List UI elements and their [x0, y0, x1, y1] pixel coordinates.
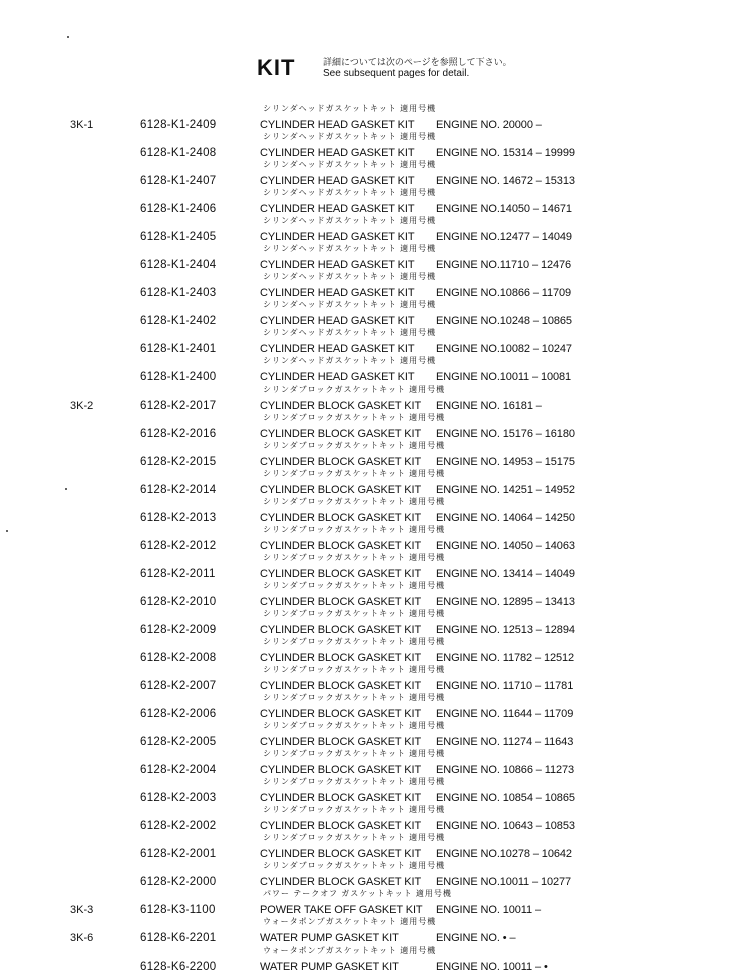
kit-row — [0, 748, 741, 776]
japanese-description: シリンダブロックガスケットキット 適用号機 — [263, 580, 446, 590]
japanese-description: シリンダブロックガスケットキット 適用号機 — [263, 833, 446, 843]
kit-row — [0, 664, 741, 692]
engine-number-range: ENGINE NO. 12895 – 13413 — [436, 595, 575, 608]
part-number: 6128-K1-2401 — [140, 343, 217, 356]
part-number: 6128-K2-2002 — [140, 820, 217, 833]
part-description: CYLINDER BLOCK GASKET KIT — [260, 764, 422, 777]
part-number: 6128-K1-2406 — [140, 203, 217, 216]
part-description: CYLINDER HEAD GASKET KIT — [260, 287, 415, 300]
part-number: 6128-K2-2004 — [140, 764, 217, 777]
kit-row — [0, 636, 741, 664]
kit-row — [0, 327, 741, 355]
part-number: 6128-K1-2400 — [140, 371, 217, 384]
part-number: 6128-K1-2404 — [140, 259, 217, 272]
japanese-description: シリンダブロックガスケットキット 適用号機 — [263, 412, 446, 422]
page-title: KIT — [257, 55, 296, 80]
japanese-description: シリンダヘッドガスケットキット 適用号機 — [263, 272, 437, 282]
kit-row — [0, 804, 741, 832]
kit-row — [0, 131, 741, 159]
part-number: 6128-K1-2408 — [140, 147, 217, 160]
part-description: CYLINDER BLOCK GASKET KIT — [260, 736, 422, 749]
part-number: 6128-K2-2010 — [140, 595, 217, 608]
part-description: CYLINDER BLOCK GASKET KIT — [260, 708, 422, 721]
engine-number-range: ENGINE NO.10011 – 10081 — [436, 371, 572, 384]
part-number: 6128-K2-2008 — [140, 651, 217, 664]
part-description: CYLINDER BLOCK GASKET KIT — [260, 680, 422, 692]
kit-row — [0, 271, 741, 299]
japanese-description: シリンダヘッドガスケットキット 適用号機 — [263, 188, 437, 198]
part-number: 6128-K2-2011 — [140, 567, 216, 580]
part-number: 6128-K6-2201 — [140, 932, 217, 945]
part-description: CYLINDER HEAD GASKET KIT — [260, 343, 415, 356]
part-description: WATER PUMP GASKET KIT — [260, 960, 399, 973]
part-number: 6128-K1-2405 — [140, 231, 217, 244]
engine-number-range: ENGINE NO. 11710 – 11781 — [436, 680, 574, 692]
part-number: 6128-K1-2402 — [140, 315, 217, 328]
part-description: CYLINDER BLOCK GASKET KIT — [260, 876, 422, 889]
part-number: 6128-K2-2009 — [140, 623, 217, 636]
kit-row — [0, 776, 741, 804]
kit-row — [0, 860, 741, 888]
engine-number-range: ENGINE NO. 20000 – — [436, 119, 542, 131]
kit-row — [0, 468, 741, 496]
part-description: CYLINDER BLOCK GASKET KIT — [260, 567, 422, 580]
part-number: 6128-K2-2006 — [140, 708, 217, 721]
kit-row — [0, 916, 741, 944]
japanese-description: シリンダブロックガスケットキット 適用号機 — [263, 777, 446, 787]
japanese-description: パワー テークオフ ガスケットキット 適用号機 — [263, 889, 452, 899]
part-description: CYLINDER HEAD GASKET KIT — [260, 315, 415, 328]
kit-row — [0, 355, 741, 383]
kit-row — [0, 608, 741, 636]
section-number: 3K-6 — [70, 932, 94, 945]
engine-number-range: ENGINE NO.11710 – 12476 — [436, 259, 572, 272]
scan-speck — [67, 36, 69, 38]
japanese-description: ウォータポンプガスケットキット 適用号機 — [263, 945, 437, 955]
part-description: CYLINDER BLOCK GASKET KIT — [260, 651, 422, 664]
japanese-description: シリンダブロックガスケットキット 適用号機 — [263, 496, 446, 506]
engine-number-range: ENGINE NO.12477 – 14049 — [436, 231, 572, 244]
engine-number-range: ENGINE NO. 12513 – 12894 — [436, 623, 575, 636]
kit-row — [0, 215, 741, 243]
japanese-description: シリンダヘッドガスケットキット 適用号機 — [263, 356, 437, 366]
japanese-description: シリンダヘッドガスケットキット 適用号機 — [263, 104, 437, 113]
part-number: 6128-K2-2000 — [140, 876, 217, 889]
japanese-description: シリンダヘッドガスケットキット 適用号機 — [263, 216, 437, 226]
japanese-description: シリンダヘッドガスケットキット 適用号機 — [263, 132, 437, 142]
kit-row — [0, 412, 741, 440]
part-description: CYLINDER BLOCK GASKET KIT — [260, 848, 422, 861]
engine-number-range: ENGINE NO. 11274 – 11643 — [436, 736, 574, 749]
engine-number-range: ENGINE NO. • – — [436, 932, 516, 945]
part-description: CYLINDER BLOCK GASKET KIT — [260, 820, 422, 833]
engine-number-range: ENGINE NO. 10011 – • — [436, 960, 548, 973]
japanese-description: シリンダブロックガスケットキット 適用号機 — [263, 721, 446, 731]
kit-row — [0, 888, 741, 916]
kit-row — [0, 692, 741, 720]
section-number: 3K-2 — [70, 399, 94, 412]
part-description: CYLINDER HEAD GASKET KIT — [260, 147, 415, 160]
kit-row — [0, 832, 741, 860]
japanese-description: シリンダヘッドガスケットキット 適用号機 — [263, 160, 437, 170]
japanese-description: シリンダブロックガスケットキット 適用号機 — [263, 665, 446, 674]
japanese-description: ウォータポンプガスケットキット 適用号機 — [263, 917, 437, 927]
japanese-description: シリンダブロックガスケットキット 適用号機 — [263, 693, 446, 703]
kit-row — [0, 243, 741, 271]
section-number: 3K-1 — [70, 119, 94, 131]
engine-number-range: ENGINE NO. 10011 – — [436, 904, 541, 917]
part-number: 6128-K2-2013 — [140, 511, 217, 524]
part-number: 6128-K2-2007 — [140, 680, 217, 692]
kit-row — [0, 496, 741, 524]
part-description: CYLINDER HEAD GASKET KIT — [260, 371, 415, 384]
japanese-description: シリンダブロックガスケットキット 適用号機 — [263, 861, 446, 871]
engine-number-range: ENGINE NO. 14064 – 14250 — [436, 511, 575, 524]
engine-number-range: ENGINE NO. 11782 – 12512 — [436, 651, 575, 664]
kit-row — [0, 720, 741, 748]
engine-number-range: ENGINE NO.14050 – 14671 — [436, 203, 572, 216]
part-number: 6128-K3-1100 — [140, 904, 216, 917]
part-description: CYLINDER BLOCK GASKET KIT — [260, 455, 422, 468]
part-number: 6128-K2-2003 — [140, 792, 217, 805]
part-description: CYLINDER HEAD GASKET KIT — [260, 259, 415, 272]
kit-row — [0, 945, 741, 973]
kit-row — [0, 159, 741, 187]
engine-number-range: ENGINE NO. 16181 – — [436, 399, 542, 412]
part-number: 6128-K2-2012 — [140, 539, 217, 552]
japanese-description: シリンダブロックガスケットキット 適用号機 — [263, 805, 446, 815]
part-number: 6128-K2-2015 — [140, 455, 217, 468]
engine-number-range: ENGINE NO. 14251 – 14952 — [436, 483, 575, 496]
part-description: CYLINDER BLOCK GASKET KIT — [260, 539, 422, 552]
japanese-description: シリンダブロックガスケットキット 適用号機 — [263, 440, 446, 450]
engine-number-range: ENGINE NO.10866 – 11709 — [436, 287, 572, 300]
japanese-description: シリンダブロックガスケットキット 適用号機 — [263, 749, 446, 759]
japanese-description: シリンダヘッドガスケットキット 適用号機 — [263, 244, 437, 254]
japanese-description: シリンダブロックガスケットキット 適用号機 — [263, 468, 446, 478]
part-description: CYLINDER BLOCK GASKET KIT — [260, 483, 422, 496]
part-description: CYLINDER BLOCK GASKET KIT — [260, 427, 422, 440]
japanese-description: シリンダブロックガスケットキット 適用号機 — [263, 384, 446, 394]
kit-row — [0, 103, 741, 131]
engine-number-range: ENGINE NO. 10854 – 10865 — [436, 792, 575, 805]
kit-row — [0, 440, 741, 468]
section-number: 3K-3 — [70, 904, 94, 917]
part-number: 6128-K1-2407 — [140, 175, 217, 188]
detail-note-english: See subsequent pages for detail. — [323, 68, 470, 79]
engine-number-range: ENGINE NO. 10643 – 10853 — [436, 820, 575, 833]
part-description: CYLINDER HEAD GASKET KIT — [260, 175, 415, 188]
part-description: CYLINDER BLOCK GASKET KIT — [260, 511, 422, 524]
part-description: CYLINDER HEAD GASKET KIT — [260, 203, 415, 216]
part-description: CYLINDER HEAD GASKET KIT — [260, 119, 415, 131]
engine-number-range: ENGINE NO. 13414 – 14049 — [436, 567, 575, 580]
part-description: CYLINDER HEAD GASKET KIT — [260, 231, 415, 244]
scan-speck — [6, 530, 8, 532]
part-number: 6128-K6-2200 — [140, 960, 217, 973]
part-description: CYLINDER BLOCK GASKET KIT — [260, 623, 422, 636]
part-number: 6128-K1-2409 — [140, 119, 217, 131]
japanese-description: シリンダブロックガスケットキット 適用号機 — [263, 552, 446, 562]
engine-number-range: ENGINE NO.10011 – 10277 — [436, 876, 572, 889]
japanese-description: シリンダブロックガスケットキット 適用号機 — [263, 636, 446, 646]
kit-row — [0, 552, 741, 580]
kit-row — [0, 187, 741, 215]
part-number: 6128-K1-2403 — [140, 287, 217, 300]
engine-number-range: ENGINE NO. 11644 – 11709 — [436, 708, 574, 721]
detail-note-japanese: 詳細については次のページを参照して下さい。 — [323, 57, 512, 67]
japanese-description: シリンダヘッドガスケットキット 適用号機 — [263, 300, 437, 310]
japanese-description: シリンダブロックガスケットキット 適用号機 — [263, 524, 446, 534]
kit-row — [0, 524, 741, 552]
part-description: CYLINDER BLOCK GASKET KIT — [260, 399, 422, 412]
engine-number-range: ENGINE NO.10082 – 10247 — [436, 343, 572, 356]
part-number: 6128-K2-2014 — [140, 483, 217, 496]
engine-number-range: ENGINE NO. 15314 – 19999 — [436, 147, 575, 160]
scan-speck — [65, 488, 67, 490]
part-description: CYLINDER BLOCK GASKET KIT — [260, 792, 422, 805]
part-description: POWER TAKE OFF GASKET KIT — [260, 904, 423, 917]
japanese-description: シリンダヘッドガスケットキット 適用号機 — [263, 328, 437, 338]
part-description: WATER PUMP GASKET KIT — [260, 932, 399, 945]
engine-number-range: ENGINE NO. 14953 – 15175 — [436, 455, 575, 468]
engine-number-range: ENGINE NO. 10866 – 11273 — [436, 764, 575, 777]
part-number: 6128-K2-2001 — [140, 848, 217, 861]
engine-number-range: ENGINE NO. 14050 – 14063 — [436, 539, 575, 552]
kit-row — [0, 384, 741, 412]
part-description: CYLINDER BLOCK GASKET KIT — [260, 595, 422, 608]
japanese-description: シリンダブロックガスケットキット 適用号機 — [263, 608, 446, 618]
engine-number-range: ENGINE NO. 15176 – 16180 — [436, 427, 575, 440]
engine-number-range: ENGINE NO. 14672 – 15313 — [436, 175, 575, 188]
part-number: 6128-K2-2016 — [140, 427, 217, 440]
part-number: 6128-K2-2005 — [140, 736, 217, 749]
kit-row — [0, 299, 741, 327]
engine-number-range: ENGINE NO.10278 – 10642 — [436, 848, 572, 861]
kit-row — [0, 580, 741, 608]
engine-number-range: ENGINE NO.10248 – 10865 — [436, 315, 572, 328]
part-number: 6128-K2-2017 — [140, 399, 217, 412]
